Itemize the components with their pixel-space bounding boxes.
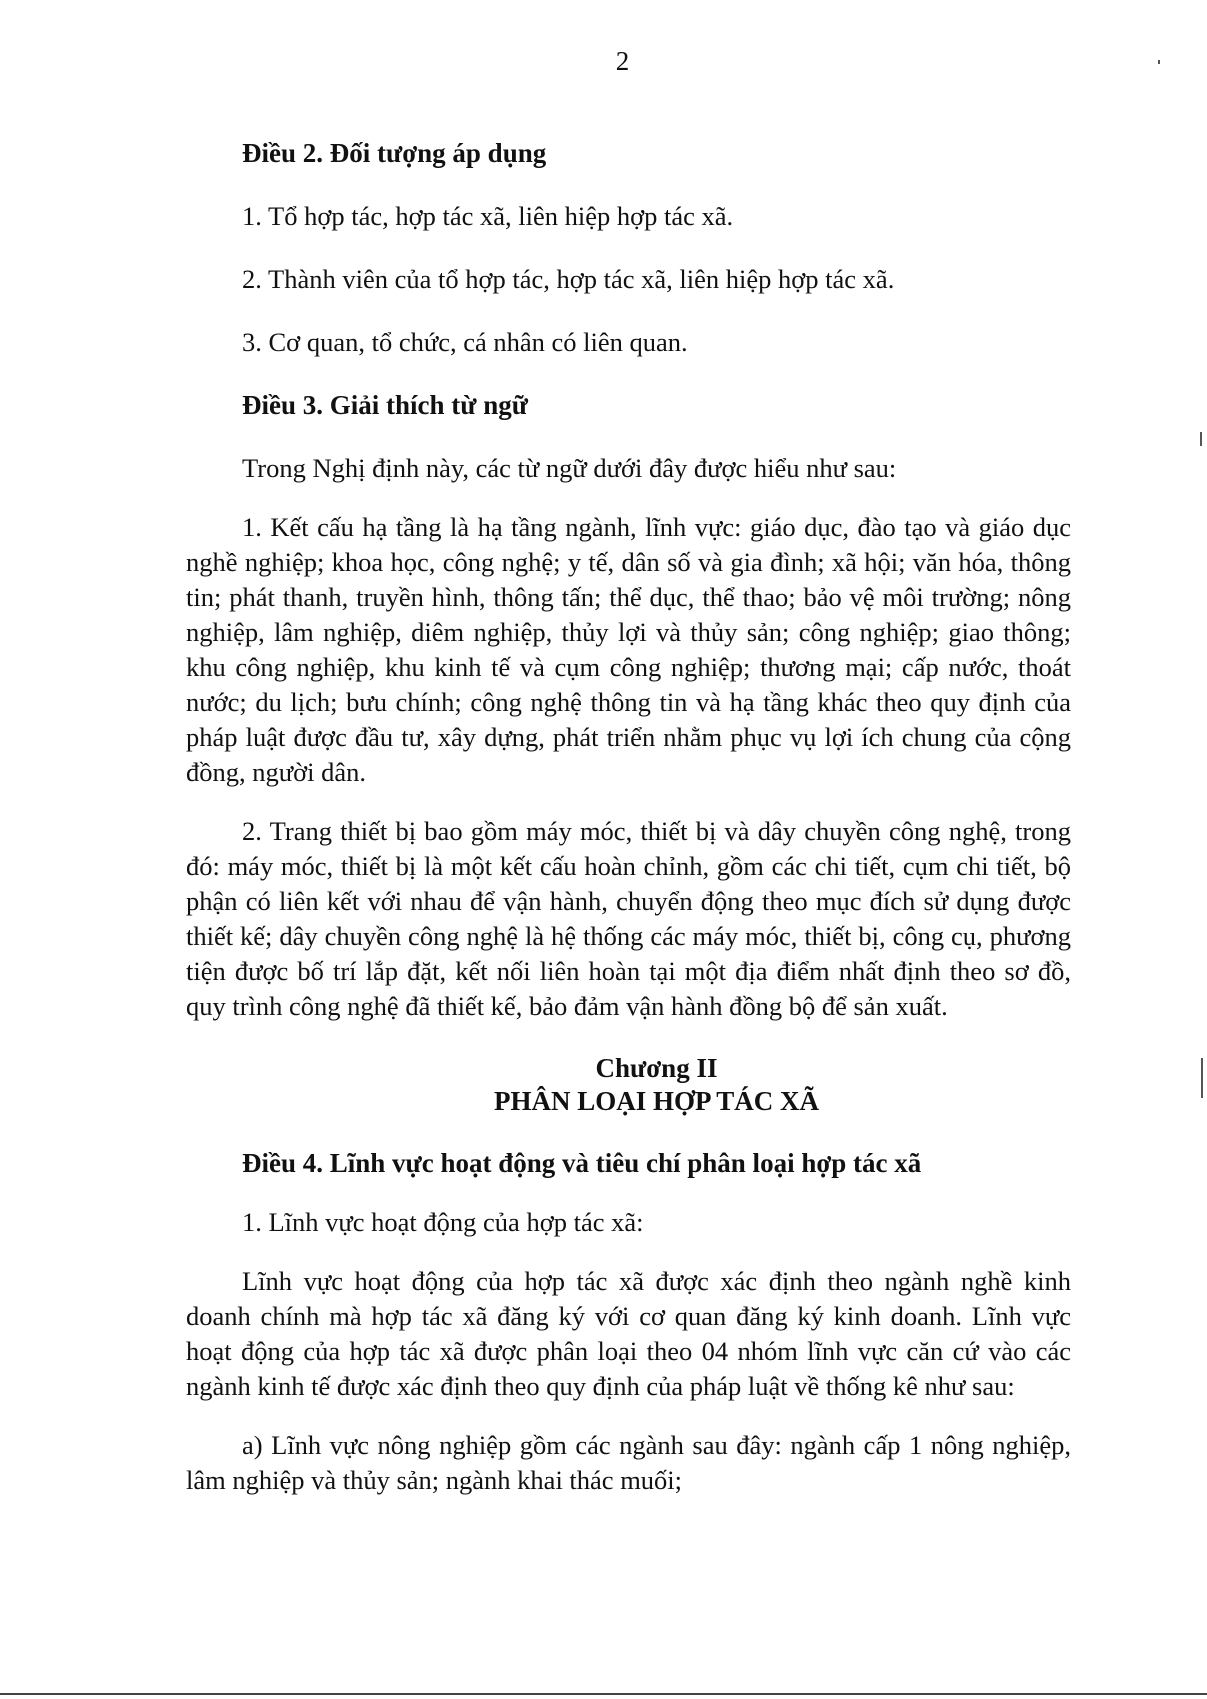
document-body [186, 136, 1071, 1498]
chapter-title: PHÂN LOẠI HỢP TÁC XÃ [493, 1086, 820, 1117]
article-4-point-a: a) Lĩnh vực nông nghiệp gồm các ngành sau đây: ngành cấp 1 nông nghiệp, lâm nghiệp và thủy sản; ngành khai thác muối; [186, 1430, 1071, 1496]
article-3-heading: Điều 3. Giải thích từ ngữ [242, 390, 528, 421]
article-4-item-1: 1. Lĩnh vực hoạt động của hợp tác xã: [242, 1207, 644, 1238]
article-2-item-3: 3. Cơ quan, tổ chức, cá nhân có liên quan. [242, 327, 688, 358]
article-3-item-2: 2. Trang thiết bị bao gồm máy móc, thiết bị và dây chuyền công nghệ, trong đó: máy móc, thiết bị là một kết cấu hoàn chỉnh, gồm các chi tiết, cụm chi tiết, bộ phận có liên kết với nhau để vận hành, chuyển động theo mục đích sử dụng được thiết kế; dây chuyền công nghệ là hệ thống các máy móc, thiết bị, công cụ, phương tiện được bố trí lắp đặt, kết nối liên hoàn tại một địa điểm nhất định theo sơ đồ, quy trình công nghệ đã thiết kế, bảo đảm vận hành đồng bộ để sản xuất. [186, 816, 1071, 1022]
article-2-item-1: 1. Tổ hợp tác, hợp tác xã, liên hiệp hợp tác xã. [242, 201, 734, 232]
scan-speck [1201, 1058, 1203, 1098]
article-4-body: Lĩnh vực hoạt động của hợp tác xã được xác định theo ngành nghề kinh doanh chính mà hợp tác xã đăng ký với cơ quan đăng ký kinh doanh. Lĩnh vực hoạt động của hợp tác xã được phân loại theo 04 nhóm lĩnh vực căn cứ vào các ngành kinh tế được xác định theo quy định của pháp luật về thống kê như sau: [186, 1266, 1071, 1402]
article-3-intro: Trong Nghị định này, các từ ngữ dưới đây được hiểu như sau: [242, 453, 897, 484]
page-edge-line [0, 1693, 1207, 1695]
article-2-item-2: 2. Thành viên của tổ hợp tác, hợp tác xã, liên hiệp hợp tác xã. [242, 264, 895, 295]
article-3-item-1: 1. Kết cấu hạ tầng là hạ tầng ngành, lĩnh vực: giáo dục, đào tạo và giáo dục nghề nghiệp; khoa học, công nghệ; y tế, dân số và gia đình; xã hội; văn hóa, thông tin; phát thanh, truyền hình, thông tấn; thể dục, thể thao; bảo vệ môi trường; nông nghiệp, lâm nghiệp, diêm nghiệp, thủy lợi và thủy sản; công nghiệp; giao thông; khu công nghiệp, khu kinh tế và cụm công nghiệp; thương mại; cấp nước, thoát nước; du lịch; bưu chính; công nghệ thông tin và hạ tầng khác theo quy định của pháp luật được đầu tư, xây dựng, phát triển nhằm phục vụ lợi ích chung của cộng đồng, người dân. [186, 512, 1071, 788]
scan-speck [1158, 60, 1160, 64]
article-2-heading: Điều 2. Đối tượng áp dụng [242, 138, 547, 168]
chapter-number: Chương II [595, 1053, 718, 1084]
page-number: 2 [615, 46, 630, 76]
scan-speck [1200, 432, 1202, 446]
article-4-heading: Điều 4. Lĩnh vực hoạt động và tiêu chí phân loại hợp tác xã [242, 1148, 922, 1179]
